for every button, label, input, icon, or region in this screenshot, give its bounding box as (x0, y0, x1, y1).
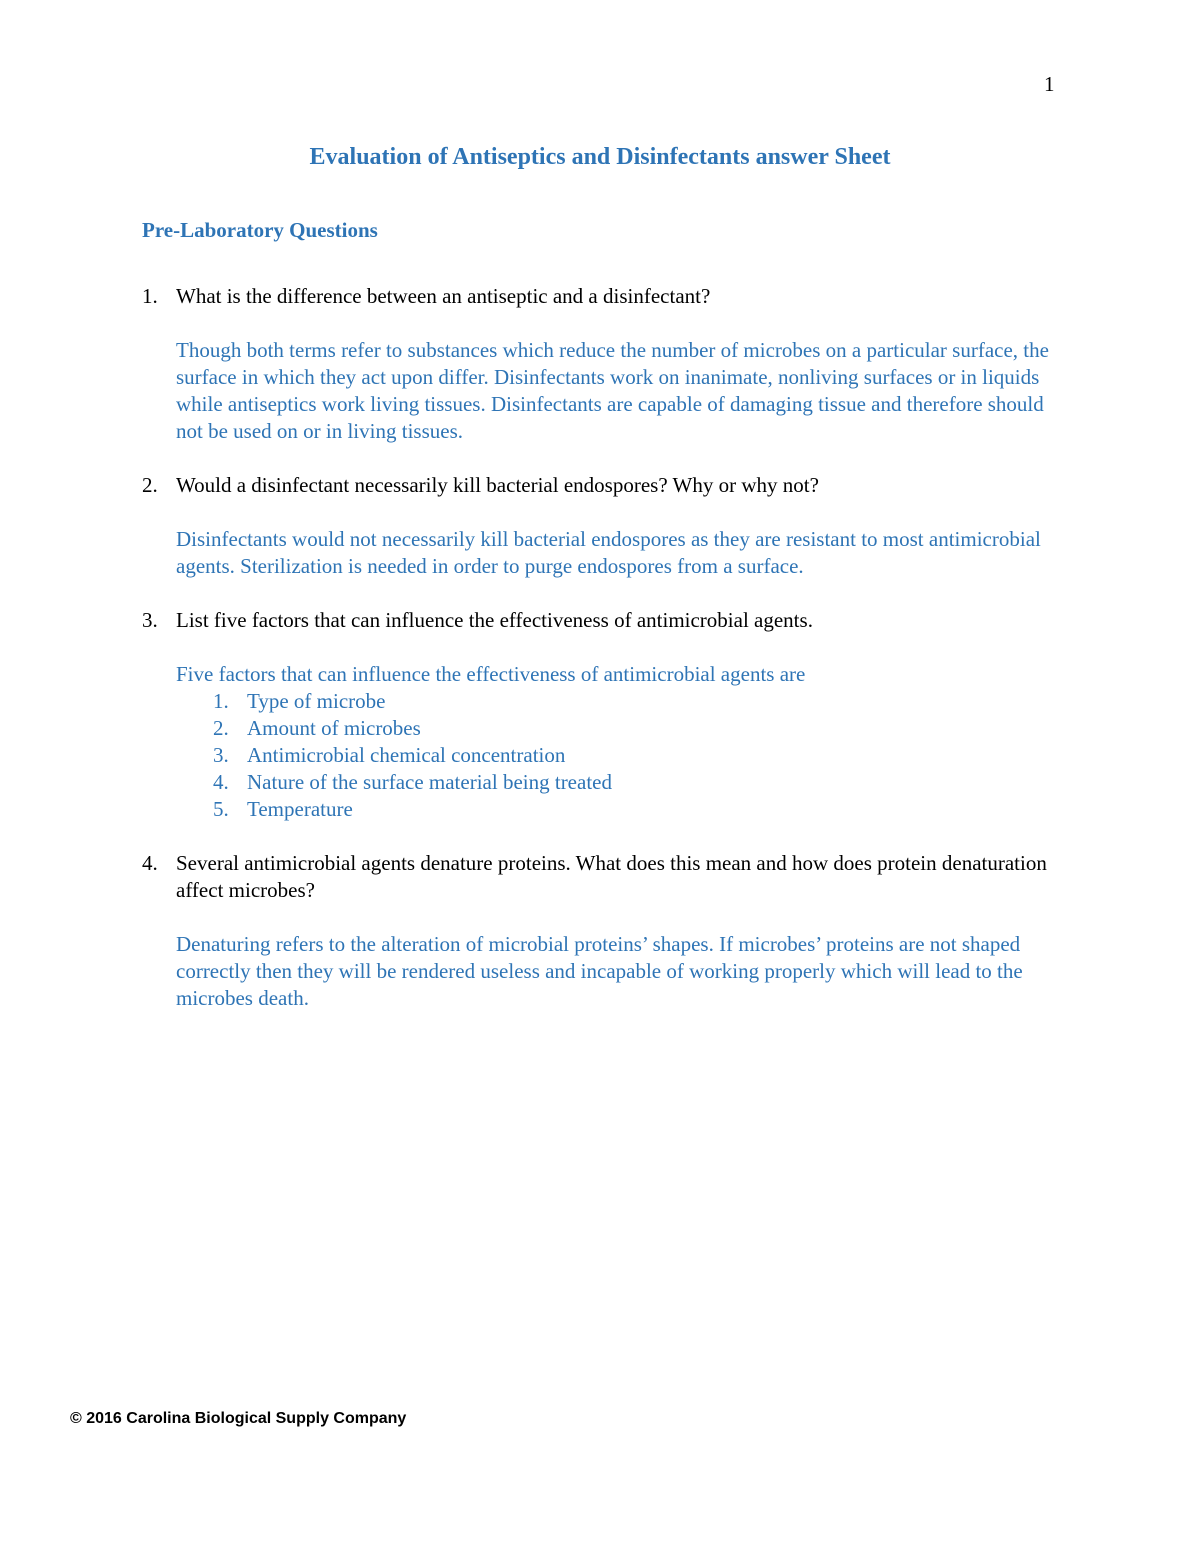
answer-factor-number: 5. (213, 797, 229, 821)
page-number: 1 (1044, 72, 1055, 96)
question-text: List five factors that can influence the effectiveness of antimicrobial agents. (176, 608, 813, 632)
answer-factor-text: Antimicrobial chemical concentration (247, 743, 566, 767)
answer-factor-text: Temperature (247, 797, 353, 821)
answer-factor-item (176, 769, 1062, 796)
question-list (142, 283, 1062, 1039)
answer-factor-text: Type of microbe (247, 689, 386, 713)
answer-text: Though both terms refer to substances which reduce the number of microbes on a particular surface, the surface in which they act upon differ. Disinfectants work on inanimate, nonliving surfaces or in liquids while antiseptics work living tissues. Disinfectants are capable of damaging tissue and therefore should not be used on or in living tissues. (176, 338, 1049, 443)
question-item (142, 850, 1062, 1012)
question-item (142, 607, 1062, 823)
question-item (142, 472, 1062, 580)
answer-text: Disinfectants would not necessarily kill bacterial endospores as they are resistant to most antimicrobial agents. Sterilization is needed in order to purge endospores from a surface. (176, 527, 1041, 578)
answer-factor-number: 1. (213, 689, 229, 713)
question-number: 4. (142, 851, 158, 875)
answer-factor-number: 3. (213, 743, 229, 767)
question-item (142, 283, 1062, 445)
answer-factor-text: Amount of microbes (247, 716, 421, 740)
answer-block (176, 661, 1062, 823)
answer-factor-item (176, 715, 1062, 742)
copyright-footer: © 2016 Carolina Biological Supply Company (70, 1410, 407, 1427)
question-text: What is the difference between an antiseptic and a disinfectant? (176, 284, 711, 308)
document-title: Evaluation of Antiseptics and Disinfectants answer Sheet (309, 144, 891, 170)
answer-factor-list (176, 688, 1062, 823)
question-text: Several antimicrobial agents denature proteins. What does this mean and how does protein denaturation affect microbes? (176, 851, 1047, 902)
question-number: 3. (142, 608, 158, 632)
answer-text: Denaturing refers to the alteration of microbial proteins’ shapes. If microbes’ proteins are not shaped correctly then they will be rendered useless and incapable of working properly which will lead to the microbes death. (176, 932, 1023, 1010)
answer-factor-number: 4. (213, 770, 229, 794)
answer-text: Five factors that can influence the effectiveness of antimicrobial agents are (176, 662, 806, 686)
section-heading: Pre-Laboratory Questions (142, 218, 378, 242)
answer-factor-item (176, 688, 1062, 715)
answer-factor-number: 2. (213, 716, 229, 740)
question-number: 1. (142, 284, 158, 308)
question-number: 2. (142, 473, 158, 497)
answer-factor-text: Nature of the surface material being treated (247, 770, 612, 794)
answer-factor-item (176, 796, 1062, 823)
answer-factor-item (176, 742, 1062, 769)
question-text: Would a disinfectant necessarily kill bacterial endospores? Why or why not? (176, 473, 819, 497)
